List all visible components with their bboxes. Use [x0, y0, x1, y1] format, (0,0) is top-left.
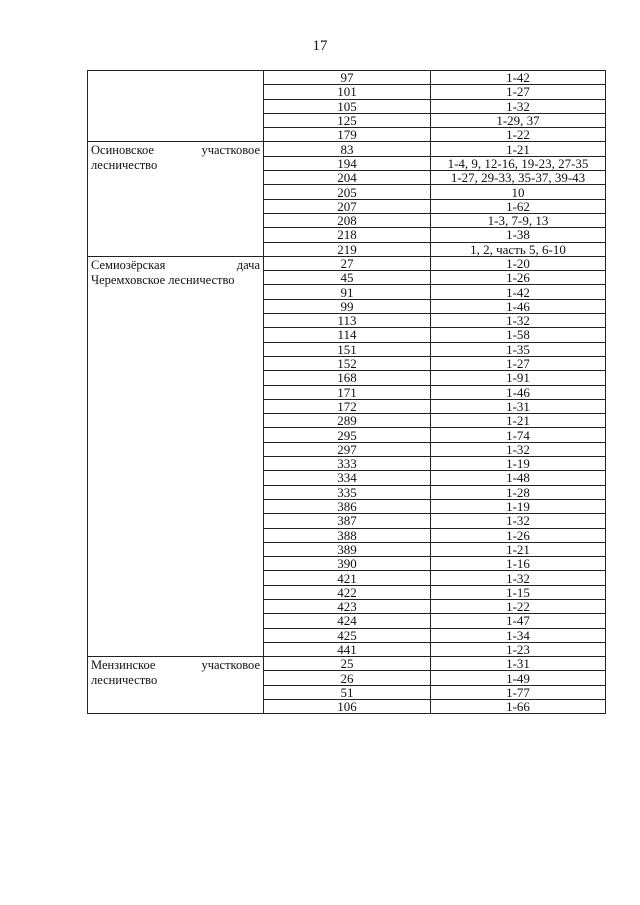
vydel-cell: 1-32 [431, 99, 606, 113]
vydel-cell: 1-66 [431, 700, 606, 714]
kvartal-cell: 219 [264, 242, 431, 256]
kvartal-cell: 25 [264, 657, 431, 671]
forestry-name-word: Мензинское [91, 658, 156, 673]
kvartal-cell: 424 [264, 614, 431, 628]
forestry-name-line [91, 658, 260, 673]
forestry-name-line [91, 258, 260, 273]
forestry-name-word: Черемховское лесничество [91, 272, 235, 287]
kvartal-cell: 151 [264, 342, 431, 356]
table-body [88, 71, 606, 714]
kvartal-cell: 421 [264, 571, 431, 585]
forestry-name-word: дача [236, 257, 260, 272]
forestry-name-cell [88, 657, 264, 714]
kvartal-cell: 194 [264, 156, 431, 170]
kvartal-cell: 297 [264, 442, 431, 456]
vydel-cell: 1-91 [431, 371, 606, 385]
vydel-cell: 1-20 [431, 256, 606, 270]
kvartal-cell: 289 [264, 414, 431, 428]
forestry-name-cell [88, 142, 264, 256]
vydel-cell: 1-35 [431, 342, 606, 356]
vydel-cell: 1-28 [431, 485, 606, 499]
kvartal-cell: 91 [264, 285, 431, 299]
table-row [88, 71, 606, 85]
kvartal-cell: 389 [264, 542, 431, 556]
kvartal-cell: 390 [264, 557, 431, 571]
kvartal-cell: 386 [264, 499, 431, 513]
vydel-cell: 1-47 [431, 614, 606, 628]
forestry-table [87, 70, 606, 714]
vydel-cell: 1-3, 7-9, 13 [431, 213, 606, 227]
vydel-cell: 1-22 [431, 599, 606, 613]
vydel-cell: 1-26 [431, 528, 606, 542]
kvartal-cell: 441 [264, 642, 431, 656]
vydel-cell: 1-31 [431, 399, 606, 413]
page-number: 17 [312, 38, 328, 54]
vydel-cell: 1-4, 9, 12-16, 19-23, 27-35 [431, 156, 606, 170]
vydel-cell: 10 [431, 185, 606, 199]
vydel-cell: 1-46 [431, 299, 606, 313]
vydel-cell: 1-21 [431, 142, 606, 156]
vydel-cell: 1-42 [431, 285, 606, 299]
forestry-name-word: лесничество [91, 673, 158, 688]
vydel-cell: 1-27 [431, 85, 606, 99]
vydel-cell: 1-34 [431, 628, 606, 642]
table-row [88, 142, 606, 156]
kvartal-cell: 83 [264, 142, 431, 156]
kvartal-cell: 388 [264, 528, 431, 542]
vydel-cell: 1-21 [431, 542, 606, 556]
forestry-name-word: Семиозёрская [91, 257, 166, 272]
kvartal-cell: 106 [264, 700, 431, 714]
kvartal-cell: 387 [264, 514, 431, 528]
kvartal-cell: 208 [264, 213, 431, 227]
forestry-name-word: Осиновское [91, 143, 154, 158]
kvartal-cell: 27 [264, 256, 431, 270]
vydel-cell: 1-21 [431, 414, 606, 428]
kvartal-cell: 101 [264, 85, 431, 99]
table-row [88, 657, 606, 671]
vydel-cell: 1-19 [431, 499, 606, 513]
kvartal-cell: 152 [264, 356, 431, 370]
forestry-name-word: участковое [201, 658, 260, 673]
vydel-cell: 1-32 [431, 571, 606, 585]
forestry-name-word: лесничество [91, 158, 158, 173]
vydel-cell: 1-46 [431, 385, 606, 399]
vydel-cell: 1-49 [431, 671, 606, 685]
vydel-cell: 1-48 [431, 471, 606, 485]
vydel-cell: 1-32 [431, 514, 606, 528]
kvartal-cell: 26 [264, 671, 431, 685]
kvartal-cell: 114 [264, 328, 431, 342]
kvartal-cell: 172 [264, 399, 431, 413]
kvartal-cell: 422 [264, 585, 431, 599]
vydel-cell: 1-32 [431, 314, 606, 328]
kvartal-cell: 105 [264, 99, 431, 113]
vydel-cell: 1-38 [431, 228, 606, 242]
vydel-cell: 1-32 [431, 442, 606, 456]
vydel-cell: 1-27 [431, 356, 606, 370]
kvartal-cell: 113 [264, 314, 431, 328]
forestry-name-line [91, 273, 260, 288]
vydel-cell: 1-22 [431, 128, 606, 142]
kvartal-cell: 207 [264, 199, 431, 213]
kvartal-cell: 125 [264, 113, 431, 127]
kvartal-cell: 425 [264, 628, 431, 642]
vydel-cell: 1-27, 29-33, 35-37, 39-43 [431, 171, 606, 185]
kvartal-cell: 333 [264, 457, 431, 471]
kvartal-cell: 295 [264, 428, 431, 442]
forestry-name-line [91, 158, 260, 173]
forestry-name-cell [88, 71, 264, 142]
vydel-cell: 1-58 [431, 328, 606, 342]
kvartal-cell: 171 [264, 385, 431, 399]
kvartal-cell: 168 [264, 371, 431, 385]
vydel-cell: 1-42 [431, 71, 606, 85]
kvartal-cell: 218 [264, 228, 431, 242]
forestry-name-cell [88, 256, 264, 656]
kvartal-cell: 99 [264, 299, 431, 313]
kvartal-cell: 97 [264, 71, 431, 85]
vydel-cell: 1-29, 37 [431, 113, 606, 127]
kvartal-cell: 334 [264, 471, 431, 485]
kvartal-cell: 45 [264, 271, 431, 285]
vydel-cell: 1-26 [431, 271, 606, 285]
kvartal-cell: 204 [264, 171, 431, 185]
vydel-cell: 1-19 [431, 457, 606, 471]
kvartal-cell: 51 [264, 685, 431, 699]
table-row [88, 256, 606, 270]
vydel-cell: 1-16 [431, 557, 606, 571]
vydel-cell: 1, 2, часть 5, 6-10 [431, 242, 606, 256]
vydel-cell: 1-31 [431, 657, 606, 671]
forestry-name-word: участковое [201, 143, 260, 158]
forestry-name-line [91, 673, 260, 688]
kvartal-cell: 335 [264, 485, 431, 499]
vydel-cell: 1-23 [431, 642, 606, 656]
vydel-cell: 1-15 [431, 585, 606, 599]
kvartal-cell: 205 [264, 185, 431, 199]
forestry-name-line [91, 143, 260, 158]
vydel-cell: 1-62 [431, 199, 606, 213]
kvartal-cell: 179 [264, 128, 431, 142]
kvartal-cell: 423 [264, 599, 431, 613]
vydel-cell: 1-74 [431, 428, 606, 442]
vydel-cell: 1-77 [431, 685, 606, 699]
